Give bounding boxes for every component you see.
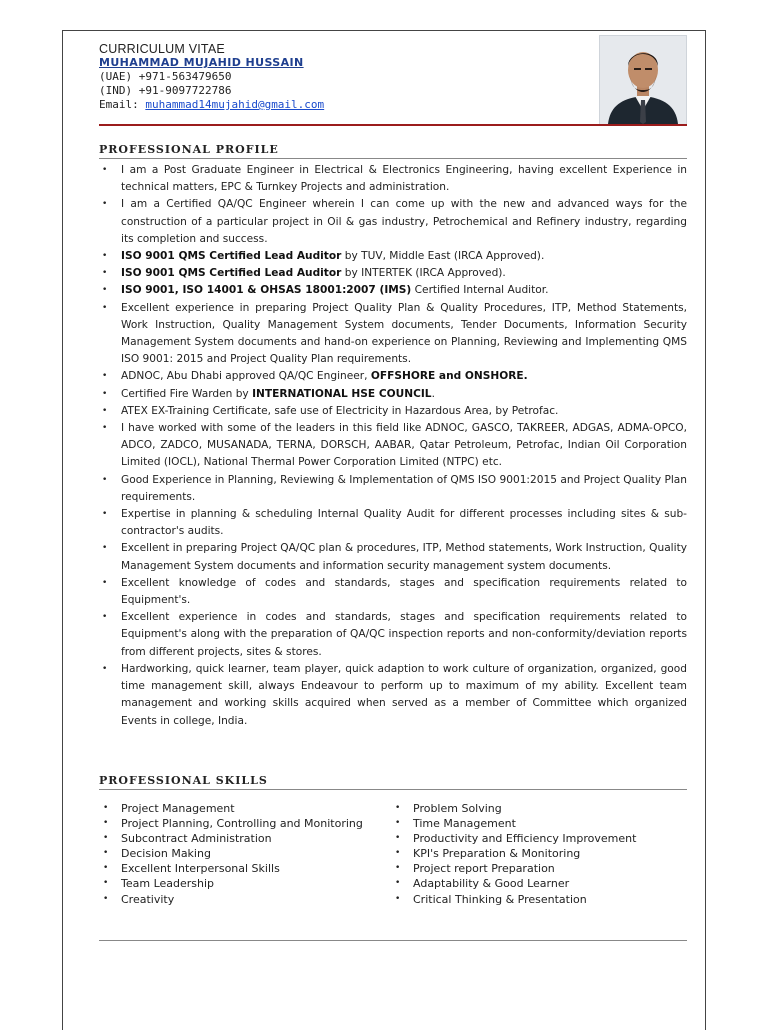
profile-item — [99, 368, 687, 385]
profile-item — [99, 196, 687, 248]
profile-photo — [599, 35, 687, 125]
profile-item-text: Excellent knowledge of codes and standards, stages and specification requirements related to Equipment's. — [121, 576, 687, 607]
profile-item-highlight: ISO 9001, ISO 14001 & OHSAS 18001:2007 (IMS) — [121, 284, 412, 297]
section-title-skills: PROFESSIONAL SKILLS — [99, 774, 268, 787]
email-label: Email: — [99, 98, 146, 111]
profile-item-text: Certified Internal Auditor. — [411, 284, 549, 297]
skill-item: • Creativity — [99, 892, 363, 907]
cv-header — [99, 42, 324, 112]
skill-item: • KPI's Preparation & Monitoring — [391, 846, 636, 861]
profile-item — [99, 472, 687, 506]
skill-item: • Excellent Interpersonal Skills — [99, 861, 363, 876]
profile-item-text: . — [431, 387, 435, 400]
profile-item-highlight: ISO 9001 QMS Certified Lead Auditor — [121, 267, 342, 280]
skills-right-column — [391, 801, 636, 907]
profile-item — [99, 248, 687, 265]
skill-item: • Project Management — [99, 801, 363, 816]
profile-item-highlight: OFFSHORE and ONSHORE. — [370, 370, 528, 383]
skill-item: • Decision Making — [99, 846, 363, 861]
profile-item-text: by TUV, Middle East (IRCA Approved). — [341, 250, 545, 263]
profile-item-highlight: INTERNATIONAL HSE COUNCIL — [252, 387, 432, 400]
profile-item-text: Certified Fire Warden by — [121, 387, 253, 400]
profile-item — [99, 420, 687, 472]
skill-item: • Productivity and Efficiency Improvement — [391, 831, 636, 846]
skill-item: • Critical Thinking & Presentation — [391, 892, 636, 907]
profile-item-text: ATEX EX-Training Certificate, safe use of Electricity in Hazardous Area, by Petrofac. — [121, 404, 559, 417]
profile-list — [99, 162, 687, 730]
skill-item: • Project Planning, Controlling and Monitoring — [99, 816, 363, 831]
phone-uae: (UAE) +971-563479650 — [99, 70, 232, 83]
profile-item-text: I am a Certified QA/QC Engineer wherein I can come up with the new and advanced ways for the construction of a particular project in Oil & gas industry, Petrochemical and Refinery industry, regarding its completion and success. — [121, 198, 687, 245]
profile-item-text: Excellent experience in codes and standards, stages and specification requirements related to Equipment's along with the preparation of QA/QC inspection reports and non-conformity/deviation reports from different projects, sites & stores. — [121, 611, 687, 658]
profile-item-highlight: ISO 9001 QMS Certified Lead Auditor — [121, 250, 342, 263]
profile-item — [99, 300, 687, 369]
profile-item-text: Hardworking, quick learner, team player, quick adaption to work culture of organization, organized, good time management skill, always Endeavour to perform up to maximum of my ability. Excellent team management and working skills acquired when served as a member of Committee which organized Events in college, India. — [121, 662, 687, 727]
profile-item-text: I have worked with some of the leaders in this field like ADNOC, GASCO, TAKREER, ADGAS, ADMA-OPCO, ADCO, ZADCO, MUSANADA, TERNA, DORSCH, AABAR, Qatar Petroleum, Petrofac, Indian Oil Corporation Limited (IOCL), National Thermal Power Corporation Limited (NTPC) etc. — [121, 422, 687, 469]
candidate-name: MUHAMMAD MUJAHID HUSSAIN — [99, 56, 304, 69]
profile-item — [99, 661, 687, 730]
header-divider — [99, 124, 687, 126]
skill-item: • Team Leadership — [99, 876, 363, 891]
skill-item: • Project report Preparation — [391, 861, 636, 876]
profile-item — [99, 506, 687, 540]
profile-item — [99, 403, 687, 420]
profile-item-text: I am a Post Graduate Engineer in Electrical & Electronics Engineering, having excellent Experience in technical matters, EPC & Turnkey Projects and administration. — [121, 164, 687, 194]
profile-item — [99, 575, 687, 609]
profile-item — [99, 265, 687, 282]
profile-item-text: Good Experience in Planning, Reviewing & Implementation of QMS ISO 9001:2015 and Project Quality Plan requirements. — [121, 473, 687, 503]
skill-item: • Time Management — [391, 816, 636, 831]
skill-item: • Subcontract Administration — [99, 831, 363, 846]
profile-item-text: Expertise in planning & scheduling Internal Quality Audit for different processes including sites & sub-contractor's audits. — [121, 508, 687, 538]
profile-item — [99, 386, 687, 403]
profile-photo-image — [600, 36, 686, 124]
skills-divider — [99, 789, 687, 790]
profile-item-text: Excellent in preparing Project QA/QC plan & procedures, ITP, Method statements, Work Instruction, Quality Management System documents and information security management system documents. — [121, 542, 687, 572]
profile-item — [99, 540, 687, 574]
profile-item-text: by INTERTEK (IRCA Approved). — [341, 267, 506, 280]
profile-item-text: Excellent experience in preparing Project Quality Plan & Quality Procedures, ITP, Method Statements, Work Instruction, Quality Management System documents, Tender Documents, Information Security Management System documents and hand-on experience on Planning, Reviewing and Implementing QMS ISO 9001: 2015 and Project Quality Plan requirements. — [121, 301, 687, 366]
profile-divider — [99, 158, 687, 159]
skills-left-column — [99, 801, 363, 907]
skill-item: • Adaptability & Good Learner — [391, 876, 636, 891]
bottom-divider — [99, 940, 687, 941]
profile-item — [99, 162, 687, 196]
email-link[interactable]: muhammad14mujahid@gmail.com — [145, 98, 325, 111]
skill-item: • Problem Solving — [391, 801, 636, 816]
cv-title: CURRICULUM VITAE — [99, 42, 225, 56]
section-title-profile: PROFESSIONAL PROFILE — [99, 143, 279, 156]
profile-item-text: ADNOC, Abu Dhabi approved QA/QC Engineer, — [121, 370, 371, 383]
profile-item — [99, 282, 687, 299]
phone-ind: (IND) +91-9097722786 — [99, 84, 232, 97]
email-row — [99, 98, 324, 112]
profile-item — [99, 609, 687, 661]
